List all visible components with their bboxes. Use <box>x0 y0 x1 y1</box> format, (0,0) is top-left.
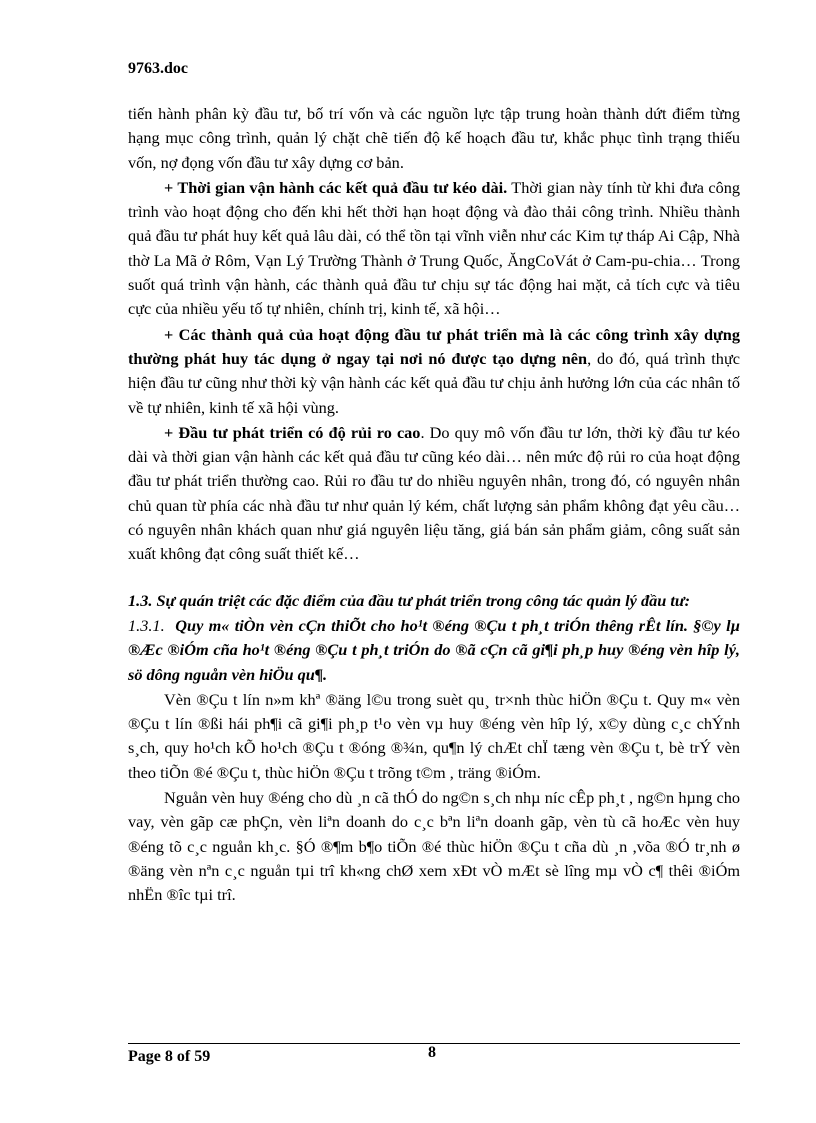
document-filename: 9763.doc <box>128 60 188 77</box>
body-paragraph <box>128 323 740 420</box>
paragraph-lead: + Các thành quả của hoạt động đầu tư phát triển mà là các công trình xây dựng thường phát huy tác dụng ở ngay tại nơi nó được tạo dựng nên <box>128 324 740 368</box>
section-heading: 1.3. Sự quán triệt các đặc điểm của đầu tư phát triển trong công tác quản lý đầu tư: <box>128 590 691 610</box>
paragraph-text: Thời gian này tính từ khi đưa công trình vào hoạt động cho đến khi hết thời hạn hoạt động và đào thải công trình. Nhiều thành quả đầu tư phát huy kết quả lâu dài, có thể tồn tại vĩnh viễn như các Kim tự tháp Ai Cập, Nhà thờ La Mã ở Rôm, Vạn Lý Trường Thành ở Trung Quốc, ĂngCoVát ở Cam-pu-chia… Trong suốt quá trình vận hành, các thành quả đầu tư chịu sự tác động hai mặt, cả tích cực và tiêu cực của nhiều yếu tố tự nhiên, chính trị, kinh tế, xã hội… <box>128 177 740 319</box>
footer-page-number: 8 <box>428 1044 436 1061</box>
footer-page-label: Page 8 of 59 <box>128 1048 211 1065</box>
subsection-heading <box>128 614 740 687</box>
paragraph-lead: + Thời gian vận hành các kết quả đầu tư kéo dài. <box>164 177 508 197</box>
paragraph-text: . Do quy mô vốn đầu tư lớn, thời kỳ đầu tư kéo dài và thời gian vận hành các kết quả đầu tư cũng kéo dài… nên mức độ rủi ro của hoạt động đầu tư phát triển thường cao. Rủi ro đầu tư do nhiều nguyên nhân, trong đó, có nguyên nhân chủ quan từ phía các nhà đầu tư như quản lý kém, chất lượng sản phẩm không đạt yêu cầu… có nguyên nhân khách quan như giá nguyên liệu tăng, giá bán sản phẩm giảm, công suất sản xuất không đạt công suất thiết kế… <box>128 422 740 564</box>
body-paragraph: Nguån vèn huy ®éng cho dù ¸n cã thÓ do ng©n s¸ch nhµ níc cÊp ph¸t , ng©n hµng cho vay, vèn gãp cæ phÇn, vèn liªn doanh do c¸c bªn liªn doanh gãp, vèn tù cã hoÆc vèn huy ®éng tõ c¸c nguån kh¸c. §Ó ®¶m b¶o tiÕn ®é thùc hiÖn ®Çu t cña dù ¸n ,võa ®Ó tr¸nh ø ®äng vèn nªn c¸c nguån tµi trî kh«ng chØ xem xÐt vÒ mÆt sè lîng mµ vÒ c¶ thêi ®iÓm nhËn ®îc tµi trî. <box>128 788 740 905</box>
body-paragraph: tiến hành phân kỳ đầu tư, bố trí vốn và các nguồn lực tập trung hoàn thành dứt điểm từng hạng mục công trình, quản lý chặt chẽ tiến độ kế hoạch đầu tư, khắc phục tình trạng thiếu vốn, nợ đọng vốn đầu tư xây dựng cơ bản. <box>128 104 740 172</box>
subsection-number: 1.3.1. <box>128 615 165 635</box>
paragraph-lead: + Đầu tư phát triển có độ rủi ro cao <box>164 422 421 442</box>
subsection-title: Quy m« tiÒn vèn cÇn thiÕt cho ho¹t ®éng ®Çu t ph¸t triÓn thêng rÊt lín. §©y lµ ®Æc ®iÓm cña ho¹t ®éng ®Çu t ph¸t triÓn do ®ã cÇn cã gi¶i ph¸p huy ®éng vèn hîp lý, sö dông nguån vèn hiÖu qu¶. <box>128 615 740 684</box>
body-paragraph: Vèn ®Çu t lín n»m khª ®äng l©u trong suèt qu¸ tr×nh thùc hiÖn ®Çu t. Quy m« vèn ®Çu t lín ®ßi hái ph¶i cã gi¶i ph¸p t¹o vèn vµ huy ®éng vèn hîp lý, x©y dùng c¸c chÝnh s¸ch, quy ho¹ch kÕ ho¹ch ®Çu t ®óng ®¾n, qu¶n lý chÆt chÏ tæng vèn ®Çu t, bè trÝ vèn theo tiÕn ®é ®Çu t, thùc hiÖn ®Çu t trõng t©m , träng ®iÓm. <box>128 689 740 782</box>
document-body <box>128 102 740 909</box>
body-paragraph <box>128 176 740 322</box>
body-paragraph <box>128 421 740 567</box>
paragraph-text: , do đó, quá trình thực hiện đầu tư cũng như thời kỳ vận hành các kết quả đầu tư chịu ảnh hưởng lớn của các nhân tố về tự nhiên, kinh tế xã hội vùng. <box>128 348 741 417</box>
